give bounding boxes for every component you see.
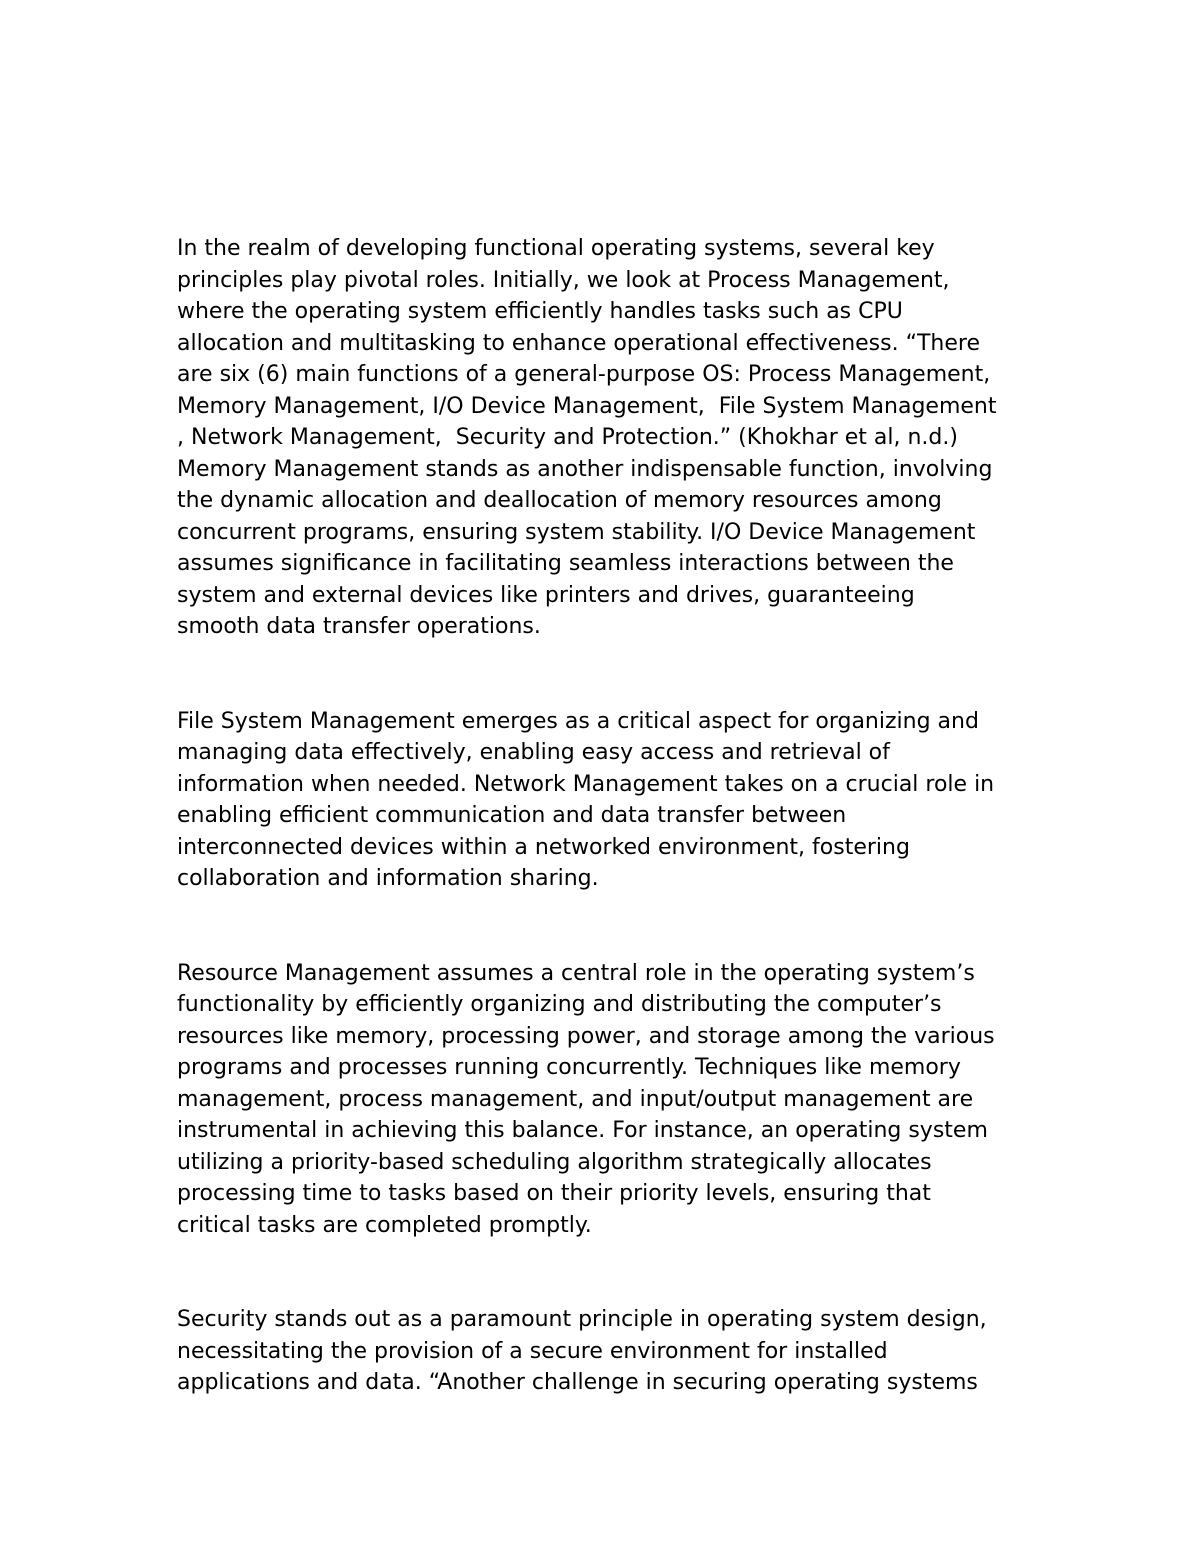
text-line: resources like memory, processing power, and storage among the various <box>177 1023 995 1049</box>
document-body <box>177 233 1077 1399</box>
text-line: collaboration and information sharing. <box>177 866 599 891</box>
paragraph-spacer <box>177 1241 1077 1304</box>
text-line: Memory Management, I/O Device Management, File System Management <box>177 393 997 419</box>
paragraph-spacer <box>177 895 1077 958</box>
paragraph-spacer <box>177 643 1077 706</box>
text-line: Security stands out as a paramount principle in operating system design, <box>177 1307 987 1332</box>
text-line: principles play pivotal roles. Initially, we look at Process Management, <box>177 267 950 293</box>
text-line: management, process management, and input/output management are <box>177 1086 974 1112</box>
text-line: are six (6) main functions of a general-purpose OS: Process Management, <box>177 362 991 387</box>
text-line: interconnected devices within a networked environment, fostering <box>177 834 910 860</box>
text-line: File System Management emerges as a critical aspect for organizing and <box>177 708 979 734</box>
text-line: the dynamic allocation and deallocation of memory resources among <box>177 488 942 513</box>
text-line: , Network Management, Security and Protection.” (Khokhar et al, n.d.) <box>177 425 958 450</box>
text-line: assumes significance in facilitating seamless interactions between the <box>177 551 954 576</box>
text-line: functionality by efficiently organizing and distributing the computer’s <box>177 992 942 1017</box>
text-line: concurrent programs, ensuring system stability. I/O Device Management <box>177 519 976 545</box>
text-line: enabling efficient communication and data transfer between <box>177 803 847 828</box>
paragraph-3 <box>177 958 1077 1242</box>
text-line: managing data effectively, enabling easy access and retrieval of <box>177 740 890 765</box>
text-line: allocation and multitasking to enhance operational effectiveness. “There <box>177 330 980 356</box>
text-line: critical tasks are completed promptly. <box>177 1212 592 1238</box>
text-line: where the operating system efficiently handles tasks such as CPU <box>177 299 903 324</box>
text-line: smooth data transfer operations. <box>177 614 541 639</box>
text-line: Resource Management assumes a central role in the operating system’s <box>177 960 975 986</box>
text-line: applications and data. “Another challenge in securing operating systems <box>177 1370 978 1395</box>
text-line: necessitating the provision of a secure environment for installed <box>177 1338 888 1364</box>
text-line: processing time to tasks based on their priority levels, ensuring that <box>177 1181 931 1206</box>
text-line: In the realm of developing functional operating systems, several key <box>177 236 935 261</box>
text-line: utilizing a priority-based scheduling algorithm strategically allocates <box>177 1149 932 1175</box>
text-line: instrumental in achieving this balance. For instance, an operating system <box>177 1118 988 1143</box>
paragraph-1 <box>177 233 1077 643</box>
text-line: system and external devices like printers and drives, guaranteeing <box>177 582 915 608</box>
paragraph-2 <box>177 706 1077 895</box>
text-line: programs and processes running concurrently. Techniques like memory <box>177 1055 961 1080</box>
text-line: information when needed. Network Management takes on a crucial role in <box>177 771 995 797</box>
text-line: Memory Management stands as another indispensable function, involving <box>177 456 993 482</box>
paragraph-4 <box>177 1304 1077 1399</box>
